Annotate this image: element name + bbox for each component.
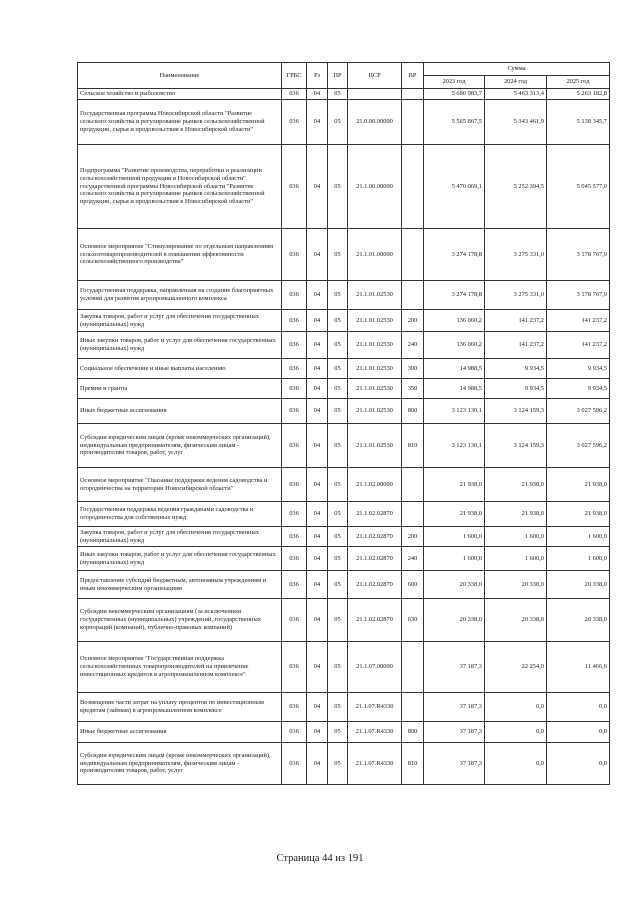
table-row xyxy=(78,379,610,399)
row-grbs: 036 xyxy=(282,547,307,571)
row-grbs: 036 xyxy=(282,89,307,100)
row-sum-2023: 21 938,0 xyxy=(424,502,485,527)
row-name: Иные бюджетные ассигнования xyxy=(78,722,282,743)
row-name: Иные закупки товаров, работ и услуг для обеспечения государственных (муниципальных) нужд xyxy=(78,547,282,571)
row-name: Подпрограмма "Развитие производства, переработки и реализации сельскохозяйственной продукции в Новосибирской области" государственной программы Новосибирской области "Развитие сельского хозяйства и регулирование рынков сельскохозяйственной продукции, сырья и продовольствия в Новосибирской области" xyxy=(78,145,282,229)
row-vr xyxy=(402,145,424,229)
row-rz: 04 xyxy=(307,379,328,399)
header-year-2023: 2023 год xyxy=(424,76,485,89)
row-vr: 350 xyxy=(402,379,424,399)
row-sum-2023: 5 470 069,1 xyxy=(424,145,485,229)
row-pr: 05 xyxy=(328,89,348,100)
row-sum-2025: 5 138 345,7 xyxy=(547,100,610,145)
row-vr: 200 xyxy=(402,310,424,332)
row-grbs: 036 xyxy=(282,229,307,281)
row-sum-2024: 3 275 331,0 xyxy=(485,229,547,281)
row-grbs: 036 xyxy=(282,722,307,743)
row-sum-2025: 1 600,0 xyxy=(547,527,610,547)
row-rz: 04 xyxy=(307,722,328,743)
row-sum-2023: 20 338,0 xyxy=(424,571,485,599)
row-csr: 21.1.01.02530 xyxy=(348,379,402,399)
table-row xyxy=(78,502,610,527)
row-grbs: 036 xyxy=(282,527,307,547)
row-rz: 04 xyxy=(307,229,328,281)
row-sum-2025: 21 938,0 xyxy=(547,502,610,527)
row-csr: 21.0.00.00000 xyxy=(348,100,402,145)
row-rz: 04 xyxy=(307,502,328,527)
table-row xyxy=(78,599,610,642)
row-rz: 04 xyxy=(307,743,328,785)
row-grbs: 036 xyxy=(282,310,307,332)
row-sum-2024: 3 124 159,3 xyxy=(485,424,547,468)
row-rz: 04 xyxy=(307,693,328,722)
row-sum-2025: 3 178 767,9 xyxy=(547,229,610,281)
row-rz: 04 xyxy=(307,310,328,332)
budget-table xyxy=(77,62,610,785)
row-name: Иные бюджетные ассигнования xyxy=(78,399,282,424)
row-vr: 240 xyxy=(402,547,424,571)
budget-table-wrapper xyxy=(77,62,610,785)
row-csr: 21.1.01.02530 xyxy=(348,424,402,468)
row-sum-2024: 9 934,5 xyxy=(485,379,547,399)
row-grbs: 036 xyxy=(282,642,307,693)
row-sum-2025: 9 934,5 xyxy=(547,359,610,379)
row-sum-2023: 37 187,3 xyxy=(424,642,485,693)
table-row xyxy=(78,359,610,379)
row-sum-2024: 0,0 xyxy=(485,743,547,785)
row-grbs: 036 xyxy=(282,502,307,527)
row-grbs: 036 xyxy=(282,599,307,642)
table-row xyxy=(78,693,610,722)
table-row xyxy=(78,743,610,785)
row-sum-2025: 3 027 596,2 xyxy=(547,424,610,468)
row-rz: 04 xyxy=(307,571,328,599)
row-sum-2024: 22 254,0 xyxy=(485,642,547,693)
row-pr: 05 xyxy=(328,399,348,424)
row-sum-2025: 5 263 182,8 xyxy=(547,89,610,100)
row-pr: 05 xyxy=(328,547,348,571)
row-sum-2025: 3 027 596,2 xyxy=(547,399,610,424)
row-sum-2024: 0,0 xyxy=(485,693,547,722)
row-rz: 04 xyxy=(307,642,328,693)
header-year-2024: 2024 год xyxy=(485,76,547,89)
row-grbs: 036 xyxy=(282,100,307,145)
row-sum-2024: 9 934,5 xyxy=(485,359,547,379)
row-vr: 600 xyxy=(402,571,424,599)
row-csr: 21.1.07.00000 xyxy=(348,642,402,693)
row-vr: 810 xyxy=(402,424,424,468)
table-header xyxy=(78,63,610,89)
row-pr: 05 xyxy=(328,502,348,527)
table-row xyxy=(78,100,610,145)
table-row xyxy=(78,468,610,502)
row-pr: 05 xyxy=(328,722,348,743)
row-vr xyxy=(402,693,424,722)
row-sum-2025: 20 338,0 xyxy=(547,599,610,642)
row-sum-2023: 37 187,3 xyxy=(424,743,485,785)
table-row xyxy=(78,547,610,571)
row-name: Государственная поддержка ведения гражданами садоводства и огородничества для собственных нужд xyxy=(78,502,282,527)
row-name: Социальное обеспечение и иные выплаты населению xyxy=(78,359,282,379)
row-sum-2023: 37 187,3 xyxy=(424,693,485,722)
row-name: Предоставление субсидий бюджетным, автономным учреждениям и иным некоммерческим организациям xyxy=(78,571,282,599)
row-csr: 21.1.02.02870 xyxy=(348,599,402,642)
row-grbs: 036 xyxy=(282,693,307,722)
table-row xyxy=(78,399,610,424)
row-sum-2025: 11 466,6 xyxy=(547,642,610,693)
row-sum-2023: 37 187,3 xyxy=(424,722,485,743)
row-pr: 05 xyxy=(328,100,348,145)
table-row xyxy=(78,527,610,547)
row-pr: 05 xyxy=(328,599,348,642)
row-sum-2025: 21 938,0 xyxy=(547,468,610,502)
row-csr: 21.1.02.02870 xyxy=(348,502,402,527)
row-rz: 04 xyxy=(307,547,328,571)
row-vr: 800 xyxy=(402,399,424,424)
row-sum-2024: 141 237,2 xyxy=(485,332,547,359)
page-number: Страница 44 из 191 xyxy=(276,853,364,864)
row-rz: 04 xyxy=(307,100,328,145)
row-rz: 04 xyxy=(307,89,328,100)
row-csr xyxy=(348,89,402,100)
row-rz: 04 xyxy=(307,468,328,502)
row-sum-2024: 5 343 461,9 xyxy=(485,100,547,145)
row-name: Субсидии юридическим лицам (кроме некоммерческих организаций), индивидуальным предпринимателям, физическим лицам - производителям товаров, работ, услуг xyxy=(78,424,282,468)
row-vr: 240 xyxy=(402,332,424,359)
row-sum-2023: 136 060,2 xyxy=(424,310,485,332)
row-name: Государственная программа Новосибирской области "Развитие сельского хозяйства и регулирование рынков сельскохозяйственной продукции, сырья и продовольствия в Новосибирской области" xyxy=(78,100,282,145)
header-name: Наименование xyxy=(78,63,282,89)
row-sum-2025: 5 045 577,0 xyxy=(547,145,610,229)
row-pr: 05 xyxy=(328,332,348,359)
row-vr: 300 xyxy=(402,359,424,379)
row-grbs: 036 xyxy=(282,359,307,379)
header-year-2025: 2025 год xyxy=(547,76,610,89)
row-sum-2024: 21 938,0 xyxy=(485,502,547,527)
row-csr: 21.1.07.R4330 xyxy=(348,743,402,785)
row-pr: 05 xyxy=(328,379,348,399)
row-vr: 810 xyxy=(402,743,424,785)
row-sum-2023: 3 123 130,1 xyxy=(424,399,485,424)
row-sum-2023: 21 938,0 xyxy=(424,468,485,502)
row-csr: 21.1.02.00000 xyxy=(348,468,402,502)
row-name: Субсидии юридическим лицам (кроме некоммерческих организаций), индивидуальным предпринимателям, физическим лицам - производителям товаров, работ, услуг xyxy=(78,743,282,785)
row-sum-2023: 136 060,2 xyxy=(424,332,485,359)
row-csr: 21.1.01.00000 xyxy=(348,229,402,281)
table-row xyxy=(78,310,610,332)
row-rz: 04 xyxy=(307,527,328,547)
row-sum-2024: 20 338,0 xyxy=(485,571,547,599)
row-grbs: 036 xyxy=(282,399,307,424)
row-name: Иные закупки товаров, работ и услуг для обеспечения государственных (муниципальных) нужд xyxy=(78,332,282,359)
row-sum-2025: 0,0 xyxy=(547,722,610,743)
header-csr: ЦСР xyxy=(348,63,402,89)
row-csr: 21.1.01.02530 xyxy=(348,310,402,332)
row-grbs: 036 xyxy=(282,332,307,359)
row-name: Основное мероприятие "Государственная поддержка сельскохозяйственных товаропроизводителей на привлечение инвестиционных кредитов в агропромышленном комплексе" xyxy=(78,642,282,693)
row-grbs: 036 xyxy=(282,743,307,785)
row-vr xyxy=(402,468,424,502)
table-row xyxy=(78,332,610,359)
row-sum-2025: 141 237,2 xyxy=(547,332,610,359)
row-sum-2025: 20 338,0 xyxy=(547,571,610,599)
row-name: Закупка товаров, работ и услуг для обеспечения государственных (муниципальных) нужд xyxy=(78,310,282,332)
row-vr xyxy=(402,502,424,527)
row-pr: 05 xyxy=(328,571,348,599)
row-rz: 04 xyxy=(307,359,328,379)
table-body xyxy=(78,89,610,785)
row-sum-2024: 21 938,0 xyxy=(485,468,547,502)
row-sum-2025: 141 237,2 xyxy=(547,310,610,332)
row-pr: 05 xyxy=(328,743,348,785)
table-row xyxy=(78,571,610,599)
row-vr: 800 xyxy=(402,722,424,743)
row-name: Закупка товаров, работ и услуг для обеспечения государственных (муниципальных) нужд xyxy=(78,527,282,547)
row-vr xyxy=(402,89,424,100)
row-sum-2024: 1 600,0 xyxy=(485,527,547,547)
row-sum-2025: 3 178 767,9 xyxy=(547,281,610,310)
row-pr: 05 xyxy=(328,145,348,229)
row-sum-2023: 20 338,0 xyxy=(424,599,485,642)
row-rz: 04 xyxy=(307,332,328,359)
row-sum-2024: 20 338,0 xyxy=(485,599,547,642)
row-sum-2025: 1 600,0 xyxy=(547,547,610,571)
row-csr: 21.1.07.R4330 xyxy=(348,722,402,743)
row-vr: 200 xyxy=(402,527,424,547)
row-name: Премии и гранты xyxy=(78,379,282,399)
row-rz: 04 xyxy=(307,424,328,468)
table-row xyxy=(78,642,610,693)
table-row xyxy=(78,145,610,229)
row-vr xyxy=(402,229,424,281)
row-grbs: 036 xyxy=(282,281,307,310)
row-name: Государственная поддержка, направленная на создание благоприятных условий для развития агропромышленного комплекса xyxy=(78,281,282,310)
row-pr: 05 xyxy=(328,693,348,722)
row-sum-2024: 5 463 313,4 xyxy=(485,89,547,100)
row-csr: 21.1.01.02530 xyxy=(348,332,402,359)
row-pr: 05 xyxy=(328,229,348,281)
row-name: Сельское хозяйство и рыболовство xyxy=(78,89,282,100)
header-vr: ВР xyxy=(402,63,424,89)
row-rz: 04 xyxy=(307,281,328,310)
row-csr: 21.1.01.02530 xyxy=(348,281,402,310)
row-sum-2025: 0,0 xyxy=(547,743,610,785)
row-sum-2024: 141 237,2 xyxy=(485,310,547,332)
row-csr: 21.1.07.R4330 xyxy=(348,693,402,722)
row-sum-2025: 9 934,5 xyxy=(547,379,610,399)
row-sum-2023: 14 988,5 xyxy=(424,379,485,399)
table-row xyxy=(78,229,610,281)
row-sum-2024: 1 600,0 xyxy=(485,547,547,571)
row-rz: 04 xyxy=(307,599,328,642)
table-row xyxy=(78,424,610,468)
row-sum-2024: 0,0 xyxy=(485,722,547,743)
row-grbs: 036 xyxy=(282,145,307,229)
row-grbs: 036 xyxy=(282,424,307,468)
table-row xyxy=(78,722,610,743)
row-csr: 21.1.02.02870 xyxy=(348,571,402,599)
table-row xyxy=(78,281,610,310)
row-pr: 05 xyxy=(328,359,348,379)
row-name: Основное мероприятие "Оказание поддержки ведения садоводства и огородничества на территории Новосибирской области" xyxy=(78,468,282,502)
row-grbs: 036 xyxy=(282,468,307,502)
row-sum-2023: 5 565 867,5 xyxy=(424,100,485,145)
header-pr: ПР xyxy=(328,63,348,89)
row-csr: 21.1.01.02530 xyxy=(348,399,402,424)
row-vr: 630 xyxy=(402,599,424,642)
row-sum-2023: 1 600,0 xyxy=(424,547,485,571)
row-sum-2024: 3 124 159,3 xyxy=(485,399,547,424)
row-rz: 04 xyxy=(307,145,328,229)
row-vr xyxy=(402,642,424,693)
row-name: Возмещение части затрат на уплату процентов по инвестиционным кредитам (займам) в агропромышленном комплексе xyxy=(78,693,282,722)
row-name: Основное мероприятие "Стимулирование по отдельным направлениям сельхозтоваропроизводителей в повышении эффективности сельскохозяйственного производства" xyxy=(78,229,282,281)
row-csr: 21.1.00.00000 xyxy=(348,145,402,229)
row-pr: 05 xyxy=(328,310,348,332)
row-sum-2023: 1 600,0 xyxy=(424,527,485,547)
row-sum-2023: 3 274 178,8 xyxy=(424,281,485,310)
row-csr: 21.1.02.02870 xyxy=(348,527,402,547)
row-csr: 21.1.01.02530 xyxy=(348,359,402,379)
row-sum-2023: 3 274 178,8 xyxy=(424,229,485,281)
row-rz: 04 xyxy=(307,399,328,424)
row-name: Субсидии некоммерческим организациям (за исключением государственных (муниципальных) учреждений, государственных корпораций (компаний), публично-правовых компаний) xyxy=(78,599,282,642)
row-vr xyxy=(402,281,424,310)
header-grbs: ГРБС xyxy=(282,63,307,89)
row-sum-2024: 5 252 394,5 xyxy=(485,145,547,229)
row-grbs: 036 xyxy=(282,571,307,599)
row-pr: 05 xyxy=(328,527,348,547)
row-pr: 05 xyxy=(328,642,348,693)
row-sum-2024: 3 275 331,0 xyxy=(485,281,547,310)
row-sum-2025: 0,0 xyxy=(547,693,610,722)
row-pr: 05 xyxy=(328,424,348,468)
row-pr: 05 xyxy=(328,468,348,502)
row-csr: 21.1.02.02870 xyxy=(348,547,402,571)
row-pr: 05 xyxy=(328,281,348,310)
row-sum-2023: 5 680 983,7 xyxy=(424,89,485,100)
row-vr xyxy=(402,100,424,145)
table-row xyxy=(78,89,610,100)
header-rz: Рз xyxy=(307,63,328,89)
row-sum-2023: 14 988,5 xyxy=(424,359,485,379)
row-grbs: 036 xyxy=(282,379,307,399)
row-sum-2023: 3 123 130,1 xyxy=(424,424,485,468)
header-sum: Сумма xyxy=(424,63,610,76)
